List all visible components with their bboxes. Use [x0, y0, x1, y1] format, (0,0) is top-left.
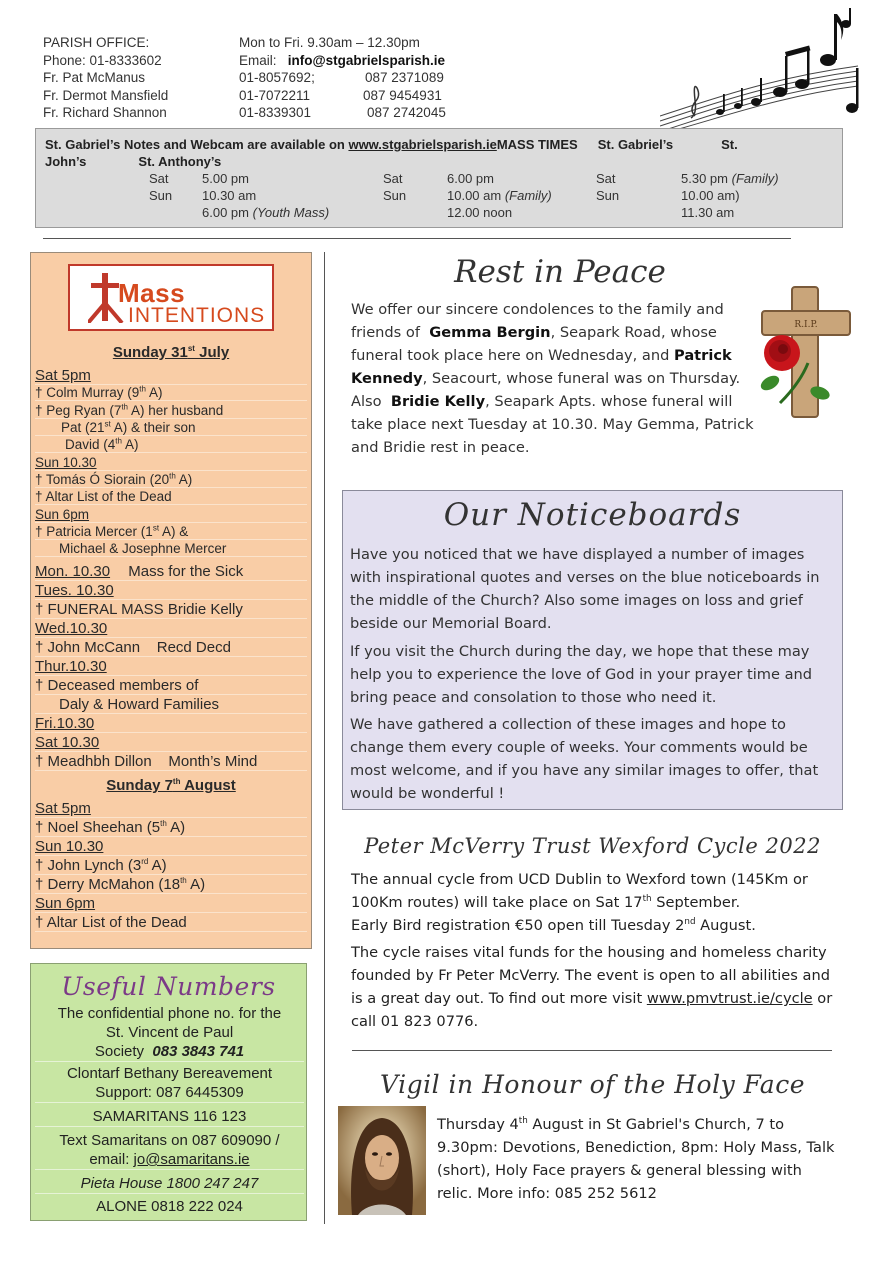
- intention-sup: st: [104, 419, 111, 429]
- mass-time: 6.00 pm: [447, 171, 494, 186]
- priest-mobile: 087 2742045: [367, 105, 446, 120]
- dagger-icon: †: [35, 753, 44, 770]
- intention-line: [35, 677, 307, 695]
- intention-line: [35, 819, 307, 837]
- intention-line: [35, 857, 307, 875]
- mass-time: [681, 170, 779, 187]
- rip-cross-label: R.I.P.: [794, 320, 818, 330]
- intention-sup: th: [115, 436, 122, 446]
- useful-line: St. Vincent de Paul: [105, 1024, 234, 1041]
- dagger-icon: †: [35, 914, 44, 931]
- church-st-johns-b: John’s: [45, 154, 87, 169]
- intention-sup: th: [180, 876, 187, 885]
- cycle-title: Peter McVerry Trust Wexford Cycle 2022: [364, 834, 821, 858]
- vigil-sup: th: [518, 1116, 528, 1127]
- rip-text: , Seapark Road, whose funeral took place here on Wednesday, and: [351, 324, 717, 364]
- rest-in-peace-text: [351, 298, 763, 459]
- intention-sup: st: [152, 523, 160, 533]
- sunday-heading: [35, 777, 307, 794]
- mass-slot: Sat 5pm: [35, 800, 307, 818]
- rip-text: , Seapark Apts. whose funeral will take place next Tuesday at 10.30. May Gemma, Patrick and Bridie rest in peace.: [351, 393, 754, 456]
- useful-numbers-title: Useful Numbers: [61, 972, 276, 1001]
- sunday-heading: [35, 344, 307, 361]
- office-email: [239, 52, 445, 70]
- noticeboards-panel: [342, 490, 843, 810]
- cycle-paragraph: [351, 941, 841, 1033]
- mass-intentions-logo: [68, 264, 274, 331]
- music-notes-illustration: [660, 8, 860, 130]
- office-hours: Mon to Fri. 9.30am – 12.30pm: [239, 35, 420, 50]
- mass-slot: Sun 10.30: [35, 838, 307, 856]
- cycle-paragraph: [351, 868, 841, 937]
- mass-time: 10.00 am): [681, 188, 740, 203]
- intention-line: Daly & Howard Families: [35, 696, 307, 714]
- intention-text: A): [186, 876, 206, 893]
- cycle-sup: nd: [684, 917, 696, 928]
- intention-text: FUNERAL MASS Bridie Kelly: [47, 601, 243, 618]
- parish-office-block: [43, 34, 663, 122]
- intention-text: A): [148, 857, 167, 874]
- mass-time: 12.00 noon: [447, 205, 513, 220]
- dagger-icon: †: [35, 489, 43, 504]
- column-divider: [324, 252, 325, 1224]
- intention-text: Deceased members of: [47, 677, 199, 694]
- mass-note: (Family): [504, 188, 552, 203]
- section-divider: [352, 1050, 832, 1051]
- intention-text: John McCann Recd Decd: [47, 639, 231, 656]
- mass-times-heading: [45, 136, 835, 170]
- mass-slot: Fri.10.30: [35, 715, 307, 733]
- intention-line: [35, 601, 307, 619]
- intention-sup: th: [121, 402, 128, 412]
- mass-day: Sat: [383, 171, 403, 186]
- priest-row: [43, 69, 663, 87]
- intention-line: [35, 385, 307, 401]
- mass-slot: Wed.10.30: [35, 620, 307, 638]
- logo-mass-text: Mass: [118, 278, 186, 308]
- intention-text: Mass for the Sick: [128, 563, 244, 580]
- heading-sup: st: [187, 344, 195, 353]
- notes-webcam-text: St. Gabriel’s Notes and Webcam are available on: [45, 137, 349, 152]
- rest-in-peace-title: Rest in Peace: [454, 254, 666, 290]
- noticeboards-paragraph: We have gathered a collection of these images and hope to change them every couple of weeks. Your comments would be most welcome, and if you have any similar images to offer, that would be wonderful !: [350, 716, 819, 802]
- mass-slot: Sat 5pm: [35, 367, 307, 385]
- noticeboards-paragraph: Have you noticed that we have displayed a number of images with inspirational quotes and verses on the blue noticeboards in the middle of the Church? Also some images on loss and grief beside our Memorial Board.: [350, 546, 820, 632]
- heading-text: July: [194, 344, 230, 361]
- samaritans-email-link[interactable]: jo@samaritans.ie: [133, 1151, 250, 1168]
- email-address[interactable]: info@stgabrielsparish.ie: [287, 52, 445, 68]
- useful-line: ALONE 0818 222 024: [96, 1198, 243, 1215]
- mass-slot: Sat 10.30: [35, 734, 307, 752]
- intention-sup: th: [169, 471, 176, 481]
- intention-text: A) & their son: [110, 420, 196, 435]
- office-hours-row: [43, 34, 663, 52]
- mass-time-value: 5.30 pm: [681, 171, 728, 186]
- intention-line: [35, 472, 307, 488]
- dagger-icon: †: [35, 857, 44, 874]
- rip-cross-rose-icon: [750, 283, 862, 421]
- mass-time: 10.30 am: [202, 188, 257, 203]
- intention-line: [35, 437, 307, 453]
- cycle-text: or call 01 823 0776.: [351, 990, 833, 1030]
- intention-text: A): [166, 819, 186, 836]
- mass-slot: Thur.10.30: [35, 658, 307, 676]
- intention-text: Altar List of the Dead: [46, 914, 187, 931]
- intention-line: Michael & Josephne Mercer: [35, 541, 307, 557]
- cycle-text: August.: [695, 917, 756, 934]
- useful-line: The confidential phone no. for the: [57, 1005, 282, 1022]
- priest-phone: 01-8057692;: [239, 70, 315, 85]
- office-contact-row: [43, 52, 663, 70]
- dagger-icon: †: [35, 524, 43, 539]
- website-link[interactable]: www.stgabrielsparish.ie: [348, 137, 497, 152]
- mass-time-value: 6.00 pm: [202, 205, 249, 220]
- mass-time: 11.30 am: [681, 205, 735, 220]
- intention-line: [35, 403, 307, 419]
- vigil-text-part: Thursday 4: [437, 1116, 519, 1133]
- mass-slot: Sun 10.30: [35, 455, 307, 471]
- rip-text: We offer our sincere condolences to the family and friends of: [351, 301, 729, 341]
- heading-text: August: [180, 777, 236, 794]
- useful-line: SAMARITANS 116 123: [35, 1107, 304, 1127]
- church-st-gabriels: St. Gabriel’s: [597, 137, 674, 152]
- heading-sup: th: [172, 777, 181, 786]
- priest-name: Fr. Pat McManus: [43, 70, 146, 85]
- intention-sup: th: [139, 384, 146, 394]
- dagger-icon: †: [35, 403, 43, 418]
- pmvtrust-link[interactable]: www.pmvtrust.ie/cycle: [646, 990, 813, 1007]
- intention-text: John Lynch (3: [47, 857, 142, 874]
- intention-line: [35, 420, 307, 436]
- intention-line: [35, 876, 307, 894]
- noticeboards-paragraph: If you visit the Church during the day, we hope that these may help you to experience the love of God in your prayer time and bring peace and consolation to those who need it.: [350, 643, 813, 706]
- cycle-text: September.: [651, 894, 741, 911]
- office-label: PARISH OFFICE:: [43, 35, 150, 50]
- dagger-icon: †: [35, 601, 44, 618]
- rip-name: Gemma Bergin: [429, 324, 551, 341]
- intention-text: Peg Ryan (7: [46, 403, 122, 418]
- dagger-icon: †: [35, 472, 43, 487]
- intention-text: A) her husband: [128, 403, 224, 418]
- mass-day: Sun: [596, 188, 620, 203]
- cycle-text: Early Bird registration €50 open till Tuesday 2: [351, 917, 685, 934]
- vigil-text: [437, 1113, 837, 1205]
- cycle-sup: th: [642, 894, 652, 905]
- mass-day: Sat: [596, 171, 616, 186]
- intention-line: [35, 753, 307, 771]
- useful-line: Clontarf Bethany Bereavement: [66, 1065, 273, 1082]
- useful-text: Society: [94, 1043, 153, 1060]
- vigil-text-part: August in St Gabriel's Church, 7 to 9.30pm: Devotions, Benediction, 8pm: Holy Mass, Talk (short), Holy Face prayers & general blessing with relic. More info: 085 252 5612: [437, 1116, 835, 1202]
- priest-name: Fr. Richard Shannon: [43, 105, 167, 120]
- rip-name: Bridie Kelly: [390, 393, 486, 410]
- mass-times-title: MASS TIMES: [496, 137, 578, 152]
- heading-text: Sunday 31: [112, 344, 188, 361]
- intention-line: [35, 914, 307, 932]
- noticeboards-title: Our Noticeboards: [443, 497, 742, 533]
- intention-text: Patricia Mercer (1: [46, 524, 153, 539]
- mass-day: Sun: [383, 188, 407, 203]
- useful-text: Pieta House 1800 247 247: [80, 1175, 259, 1192]
- intention-text: Tomás Ó Siorain (20: [46, 472, 170, 487]
- useful-phone: 083 3843 741: [152, 1043, 245, 1060]
- priest-name: Fr. Dermot Mansfield: [43, 87, 169, 103]
- dagger-icon: †: [35, 385, 43, 400]
- dagger-icon: †: [35, 639, 44, 656]
- priest-mobile: 087 2371089: [365, 70, 444, 85]
- useful-line: [35, 1174, 304, 1194]
- intention-line: [35, 524, 307, 540]
- useful-line: [35, 1042, 304, 1062]
- priest-phone: 01-8339301: [239, 105, 312, 120]
- intention-text: A): [175, 472, 193, 487]
- intention-text: Derry McMahon (18: [47, 876, 181, 893]
- intention-text: A) &: [159, 524, 189, 539]
- useful-line: Text Samaritans on 087 609090 /: [59, 1132, 280, 1149]
- mass-day: Sun: [149, 188, 173, 203]
- intention-text: Colm Murray (9: [46, 385, 140, 400]
- church-st-anthonys: St. Anthony’s: [138, 154, 222, 169]
- holy-face-image: [338, 1106, 426, 1215]
- heading-text: Sunday 7: [106, 777, 173, 794]
- mass-slot: Tues. 10.30: [35, 582, 307, 600]
- intention-line: [35, 563, 307, 581]
- priest-mobile: 087 9454931: [363, 87, 442, 103]
- logo-intentions-text: INTENTIONS: [128, 304, 266, 327]
- mass-time: 5.00 pm: [202, 171, 249, 186]
- intention-text: David (4: [65, 437, 116, 452]
- header-divider: [43, 238, 791, 239]
- mass-note: (Youth Mass): [252, 205, 330, 220]
- mass-time: [447, 187, 552, 204]
- intention-text: A): [145, 385, 163, 400]
- intention-line: [35, 489, 307, 505]
- dagger-icon: †: [35, 876, 44, 893]
- intention-text: A): [121, 437, 139, 452]
- intention-sup: rd: [141, 857, 149, 866]
- church-st-johns-a: St.: [721, 137, 738, 152]
- useful-text: email:: [89, 1151, 134, 1168]
- office-phone: Phone: 01-8333602: [43, 52, 162, 68]
- mass-day: Sat: [149, 171, 169, 186]
- mass-time: [202, 204, 329, 221]
- intention-text: Pat (21: [61, 420, 105, 435]
- mass-times-panel: [35, 128, 843, 228]
- rip-text: , Seacourt, whose funeral was on Thursday. Also: [351, 370, 750, 410]
- dagger-icon: †: [35, 819, 44, 836]
- intention-text: Noel Sheehan (5: [47, 819, 161, 836]
- mass-slot: Mon. 10.30: [35, 563, 111, 580]
- mass-note: (Family): [731, 171, 779, 186]
- vigil-title: Vigil in Honour of the Holy Face: [379, 1070, 805, 1099]
- priest-row: [43, 87, 663, 105]
- mass-intentions-panel: [30, 252, 312, 949]
- dagger-icon: †: [35, 677, 44, 694]
- intention-text: Altar List of the Dead: [45, 489, 172, 504]
- priest-phone: 01-7072211: [239, 87, 311, 103]
- intention-line: [35, 639, 307, 657]
- useful-line: Support: 087 6445309: [35, 1083, 304, 1103]
- priest-row: [43, 104, 663, 122]
- intention-text: Meadhbh Dillon Month’s Mind: [47, 753, 258, 770]
- cycle-text: The cycle raises vital funds for the housing and homeless charity founded by Fr Peter McVerry. The event is open to all abilities and is a great day out. To find out more visit: [351, 944, 830, 1007]
- intention-sup: th: [160, 819, 167, 828]
- rip-name: Patrick Kennedy: [351, 347, 732, 387]
- useful-numbers-panel: [30, 963, 307, 1221]
- mass-slot: Sun 6pm: [35, 507, 307, 523]
- cycle-text: The annual cycle from UCD Dublin to Wexford town (145Km or 100Km routes) will take place on Sat 17: [351, 871, 808, 911]
- useful-line: [35, 1150, 304, 1170]
- email-label: Email:: [239, 52, 288, 68]
- mass-slot: Sun 6pm: [35, 895, 307, 913]
- mass-time-value: 10.00 am: [447, 188, 502, 203]
